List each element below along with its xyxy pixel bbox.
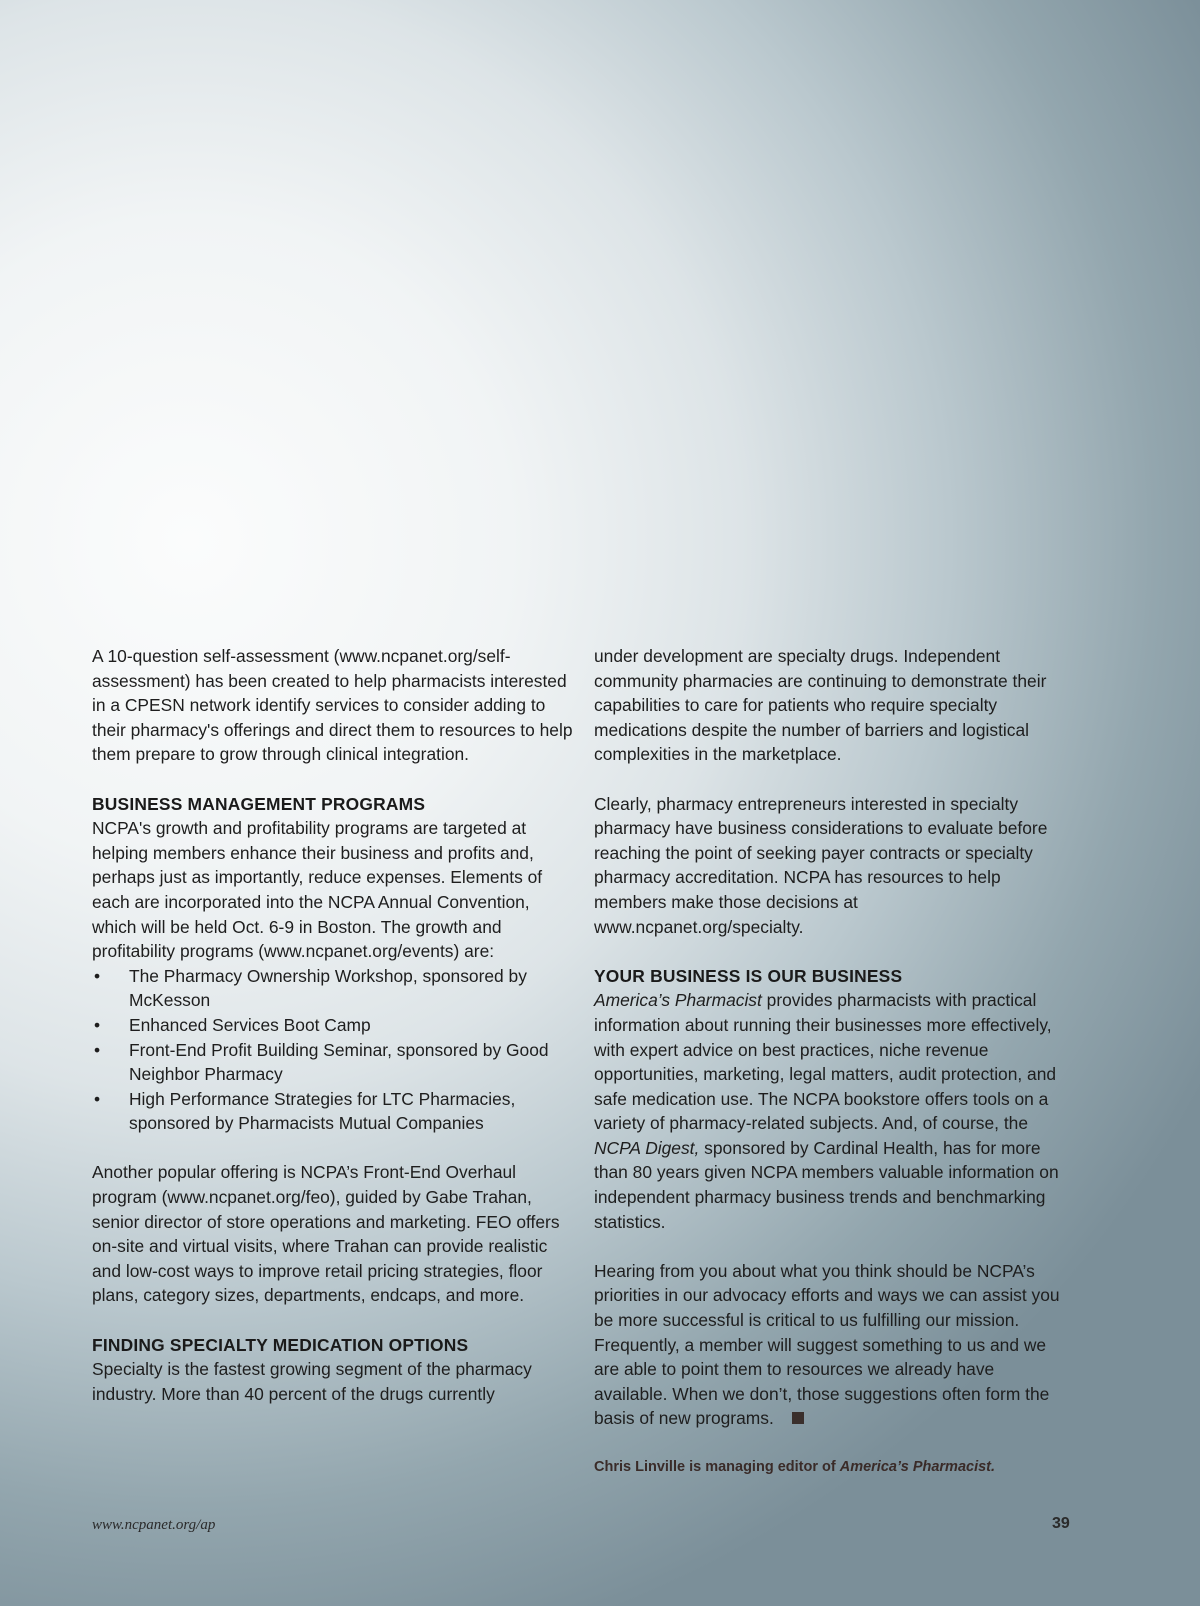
list-item: • High Performance Strategies for LTC Pharmacies, sponsored by Pharmacists Mutual Companies (92, 1087, 577, 1136)
hearing-from-you-text: Hearing from you about what you think should be NCPA’s priorities in our advocacy efforts and ways we can assist you be more successful is critical to us fulfilling our mission. Frequently, a member will suggest something to us and we are able to point them to resources we already have available. When we don’t, those suggestions often form the basis of new programs. (594, 1260, 1060, 1429)
list-item: • Front-End Profit Building Seminar, sponsored by Good Neighbor Pharmacy (92, 1038, 577, 1087)
byline-text: Chris Linville is managing editor of (594, 1459, 840, 1475)
programs-list (92, 964, 577, 1136)
list-item: • The Pharmacy Ownership Workshop, sponsored by McKesson (92, 964, 577, 1013)
business-management-paragraph: NCPA's growth and profitability programs are targeted at helping members enhance their business and profits and, perhaps just as importantly, reduce expenses. Elements of each are incorporated into the NCPA Annual Convention, which will be held Oct. 6-9 in Boston. The growth and profitability programs (www.ncpanet.org/events) are: (92, 818, 543, 962)
left-column (92, 644, 577, 1406)
americas-pharmacist-paragraph (594, 988, 1064, 1234)
americas-pharmacist-text-part2: sponsored by Cardinal Health, has for more than 80 years given NCPA members valuable information on independent pharmacy business trends and benchmarking statistics. (594, 1137, 1059, 1232)
front-end-overhaul-paragraph: Another popular offering is NCPA’s Front-End Overhaul program (www.ncpanet.org/feo), guided by Gabe Trahan, senior director of store operations and marketing. FEO offers on-site and virtual visits, where Trahan can provide realistic and low-cost ways to improve retail pricing strategies, floor plans, category sizes, departments, endcaps, and more. (92, 1162, 560, 1306)
right-column (594, 644, 1064, 1477)
entrepreneurs-paragraph: Clearly, pharmacy entrepreneurs interested in specialty pharmacy have business considerations to evaluate before reaching the point of seeking payer contracts or specialty pharmacy accreditation. NCPA has resources to help members make those decisions at www.ncpanet.org/specialty. (594, 793, 1048, 937)
footer-url: www.ncpanet.org/ap (92, 1517, 216, 1533)
page-number: 39 (1052, 1515, 1070, 1532)
specialty-paragraph-end: under development are specialty drugs. Independent community pharmacies are continuing to demonstrate their capabilities to care for patients who require specialty medications despite the number of barriers and logistical complexities in the marketplace. (594, 646, 1047, 765)
hearing-from-you-paragraph (594, 1259, 1064, 1431)
specialty-paragraph-start: Specialty is the fastest growing segment of the pharmacy industry. More than 40 percent of the drugs currently (92, 1359, 532, 1404)
americas-pharmacist-title: America’s Pharmacist (594, 990, 762, 1011)
americas-pharmacist-text-part1: provides pharmacists with practical information about running their businesses more effectively, with expert advice on best practices, niche revenue opportunities, marketing, legal matters, audit protection, and safe medication use. The NCPA bookstore offers tools on a variety of pharmacy-related subjects. And, of course, the (594, 990, 1057, 1134)
list-item: • Enhanced Services Boot Camp (92, 1013, 577, 1038)
specialty-medication-heading: FINDING SPECIALTY MEDICATION OPTIONS (92, 1334, 469, 1355)
author-byline (594, 1457, 1064, 1477)
end-of-article-icon (792, 1412, 804, 1424)
business-management-heading: BUSINESS MANAGEMENT PROGRAMS (92, 793, 426, 814)
intro-paragraph: A 10-question self-assessment (www.ncpanet.org/self-assessment) has been created to help pharmacists interested in a CPESN network identify services to consider adding to their pharmacy's offerings and direct them to resources to help them prepare to grow through clinical integration. (92, 646, 573, 765)
byline-publication: America’s Pharmacist. (839, 1459, 996, 1475)
your-business-heading: YOUR BUSINESS IS OUR BUSINESS (594, 965, 903, 986)
ncpa-digest-title: NCPA Digest, (594, 1137, 700, 1158)
